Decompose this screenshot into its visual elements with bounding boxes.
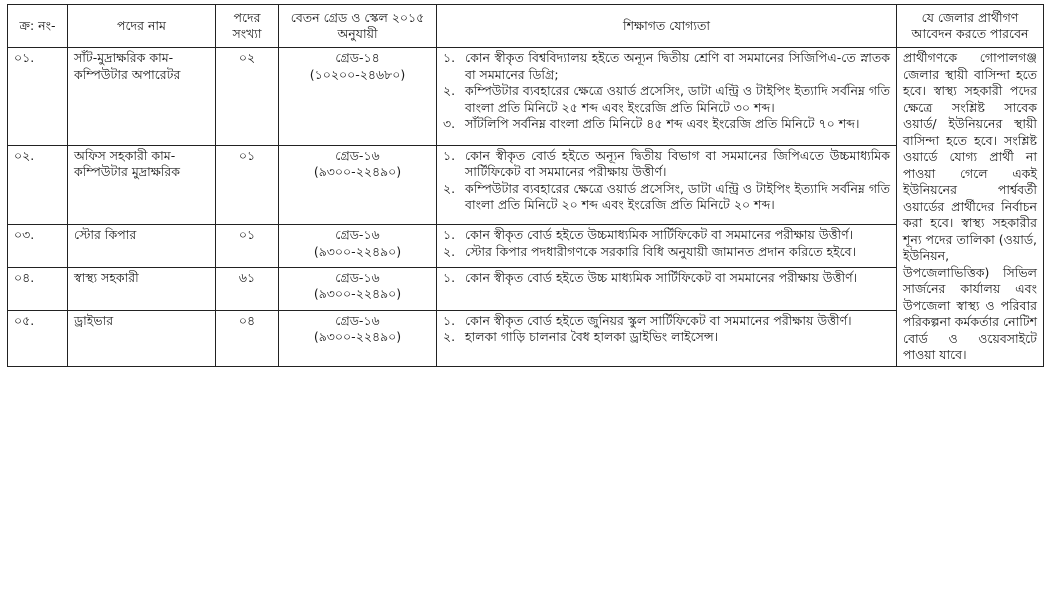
header-district: যে জেলার প্রার্থীগণ আবেদন করতে পারবেন bbox=[897, 5, 1044, 48]
row-serial: ০৪. bbox=[8, 267, 68, 310]
row-post-name: অফিস সহকারী কাম-কম্পিউটার মুদ্রাক্ষরিক bbox=[68, 145, 216, 224]
qualification-number: ১. bbox=[443, 312, 456, 328]
pay-range: (৯৩০০-২২৪৯০) bbox=[313, 286, 402, 302]
qualification-item bbox=[443, 50, 890, 83]
row-serial: ০৫. bbox=[8, 310, 68, 366]
table-row bbox=[8, 225, 1044, 268]
table-row bbox=[8, 267, 1044, 310]
qualification-number: ২. bbox=[443, 243, 456, 259]
pay-grade: গ্রেড-১৬ bbox=[335, 269, 380, 285]
qualification-list bbox=[443, 227, 890, 260]
qualification-text: কম্পিউটার ব্যবহারের ক্ষেত্রে ওয়ার্ড প্রসেসিং, ডাটা এন্ট্রি ও টাইপিং ইত্যাদি সর্বনিম্ন গতি বাংলা প্রতি মিনিটে ২০ শব্দ এবং ইংরেজি প্রতি মিনিটে ২০ শব্দ। bbox=[465, 180, 890, 213]
pay-range: (৯৩০০-২২৪৯০) bbox=[313, 243, 402, 259]
row-pay-scale bbox=[279, 145, 437, 224]
qualification-text: কোন স্বীকৃত বোর্ড হইতে অন্যূন দ্বিতীয় বিভাগ বা সমমানের জিপিএতে উচ্চমাধ্যমিক সার্টিফিকেট বা সমমানের পরীক্ষায় উত্তীর্ণ। bbox=[465, 147, 890, 180]
row-post-name: স্বাস্থ্য সহকারী bbox=[68, 267, 216, 310]
row-post-count: ০১ bbox=[216, 225, 279, 268]
row-serial: ০১. bbox=[8, 48, 68, 146]
eligible-district-cell: প্রার্থীগণকে গোপালগঞ্জ জেলার স্থায়ী বাসিন্দা হতে হবে। স্বাস্থ্য সহকারী পদের ক্ষেত্রে সংশ্লিষ্ট সাবেক ওয়ার্ড/ ইউনিয়নের স্থায়ী বাসিন্দা হতে হবে। সংশ্লিষ্ট ওয়ার্ডে যোগ্য প্রার্থী না পাওয়া গেলে একই ইউনিয়নের পার্শ্ববর্তী ওয়ার্ডের প্রার্থীদের নির্বাচন করা হবে। স্বাস্থ্য সহকারীর শূন্য পদের তালিকা (ওয়ার্ড, ইউনিয়ন, উপজেলাভিত্তিক) সিভিল সার্জনের কার্যালয় এবং উপজেলা স্বাস্থ্য ও পরিবার পরিকল্পনা কর্মকর্তার নোটিশ বোর্ড ও ওয়েবসাইটে পাওয়া যাবে। bbox=[897, 48, 1044, 367]
row-serial: ০৩. bbox=[8, 225, 68, 268]
job-circular-table bbox=[7, 4, 1044, 367]
row-post-count: ০১ bbox=[216, 145, 279, 224]
pay-grade: গ্রেড-১৬ bbox=[335, 312, 380, 328]
row-serial: ০২. bbox=[8, 145, 68, 224]
pay-grade: গ্রেড-১৬ bbox=[335, 227, 380, 243]
row-post-count: ০৪ bbox=[216, 310, 279, 366]
qualification-text: হালকা গাড়ি চালনার বৈধ হালকা ড্রাইভিং লাইসেন্স। bbox=[465, 329, 719, 344]
table-row bbox=[8, 310, 1044, 366]
row-qualification bbox=[437, 48, 897, 146]
qualification-list bbox=[443, 148, 890, 214]
qualification-text: কম্পিউটার ব্যবহারের ক্ষেত্রে ওয়ার্ড প্রসেসিং, ডাটা এন্ট্রি ও টাইপিং ইত্যাদি সর্বনিম্ন গতি বাংলা প্রতি মিনিটে ২৫ শব্দ এবং ইংরেজি প্রতি মিনিটে ৩০ শব্দ। bbox=[465, 83, 890, 115]
header-post-count: পদের সংখ্যা bbox=[216, 5, 279, 48]
qualification-item bbox=[443, 244, 890, 261]
header-serial: ক্র: নং- bbox=[8, 5, 68, 48]
header-post-name: পদের নাম bbox=[68, 5, 216, 48]
qualification-text: কোন স্বীকৃত বোর্ড হইতে জুনিয়র স্কুল সার্টিফিকেট বা সমমানের পরীক্ষায় উত্তীর্ণ। bbox=[465, 312, 852, 328]
qualification-number: ১. bbox=[443, 147, 456, 163]
qualification-number: ১. bbox=[443, 50, 456, 65]
qualification-number: ১. bbox=[443, 269, 456, 285]
pay-range: (৯৩০০-২২৪৯০) bbox=[313, 329, 402, 344]
qualification-item bbox=[443, 181, 890, 214]
table-row bbox=[8, 48, 1044, 146]
qualification-item bbox=[443, 116, 890, 133]
qualification-text: সাঁটলিপি সর্বনিম্ন বাংলা প্রতি মিনিটে ৪৫ শব্দ এবং ইংরেজি প্রতি মিনিটে ৭০ শব্দ। bbox=[465, 116, 860, 131]
row-pay-scale bbox=[279, 225, 437, 268]
table-header-row bbox=[8, 5, 1044, 48]
qualification-number: ২. bbox=[443, 83, 456, 98]
header-qualification: শিক্ষাগত যোগ্যতা bbox=[437, 5, 897, 48]
pay-grade: গ্রেড-১৪ bbox=[335, 50, 380, 65]
qualification-item bbox=[443, 227, 890, 244]
row-post-name: সাঁট-মুদ্রাক্ষরিক কাম-কম্পিউটার অপারেটর bbox=[68, 48, 216, 146]
qualification-number: ২. bbox=[443, 180, 456, 196]
row-qualification bbox=[437, 310, 897, 366]
qualification-number: ১. bbox=[443, 227, 456, 243]
row-pay-scale bbox=[279, 48, 437, 146]
qualification-text: কোন স্বীকৃত বিশ্ববিদ্যালয় হইতে অন্যূন দ্বিতীয় শ্রেণি বা সমমানের সিজিপিএ-তে স্নাতক বা সমমানের ডিগ্রি; bbox=[465, 50, 890, 82]
qualification-text: স্টোর কিপার পদধারীগণকে সরকারি বিধি অনুযায়ী জামানত প্রদান করিতে হইবে। bbox=[465, 243, 857, 259]
qualification-text: কোন স্বীকৃত বোর্ড হইতে উচ্চমাধ্যমিক সার্টিফিকেট বা সমমানের পরীক্ষায় উত্তীর্ণ। bbox=[465, 227, 854, 243]
table-row bbox=[8, 145, 1044, 224]
row-qualification bbox=[437, 145, 897, 224]
row-post-name: স্টোর কিপার bbox=[68, 225, 216, 268]
row-pay-scale bbox=[279, 310, 437, 366]
qualification-number: ৩. bbox=[443, 116, 456, 131]
qualification-list bbox=[443, 313, 890, 346]
row-pay-scale bbox=[279, 267, 437, 310]
row-qualification bbox=[437, 267, 897, 310]
qualification-item bbox=[443, 329, 890, 346]
pay-range: (৯৩০০-২২৪৯০) bbox=[313, 164, 402, 180]
pay-grade: গ্রেড-১৬ bbox=[335, 147, 380, 163]
qualification-list bbox=[443, 270, 890, 287]
qualification-item bbox=[443, 270, 890, 287]
row-post-name: ড্রাইভার bbox=[68, 310, 216, 366]
row-post-count: ০২ bbox=[216, 48, 279, 146]
cut-off-continuation bbox=[443, 346, 890, 358]
qualification-list bbox=[443, 50, 890, 133]
row-post-count: ৬১ bbox=[216, 267, 279, 310]
qualification-item bbox=[443, 313, 890, 330]
row-qualification bbox=[437, 225, 897, 268]
qualification-item bbox=[443, 148, 890, 181]
qualification-item bbox=[443, 83, 890, 116]
pay-range: (১০২০০-২৪৬৮০) bbox=[309, 66, 406, 82]
header-pay-scale: বেতন গ্রেড ও স্কেল ২০১৫ অনুযায়ী bbox=[279, 5, 437, 48]
qualification-text: কোন স্বীকৃত বোর্ড হইতে উচ্চ মাধ্যমিক সার্টিফিকেট বা সমমানের পরীক্ষায় উত্তীর্ণ। bbox=[465, 269, 858, 285]
qualification-number: ২. bbox=[443, 329, 456, 344]
